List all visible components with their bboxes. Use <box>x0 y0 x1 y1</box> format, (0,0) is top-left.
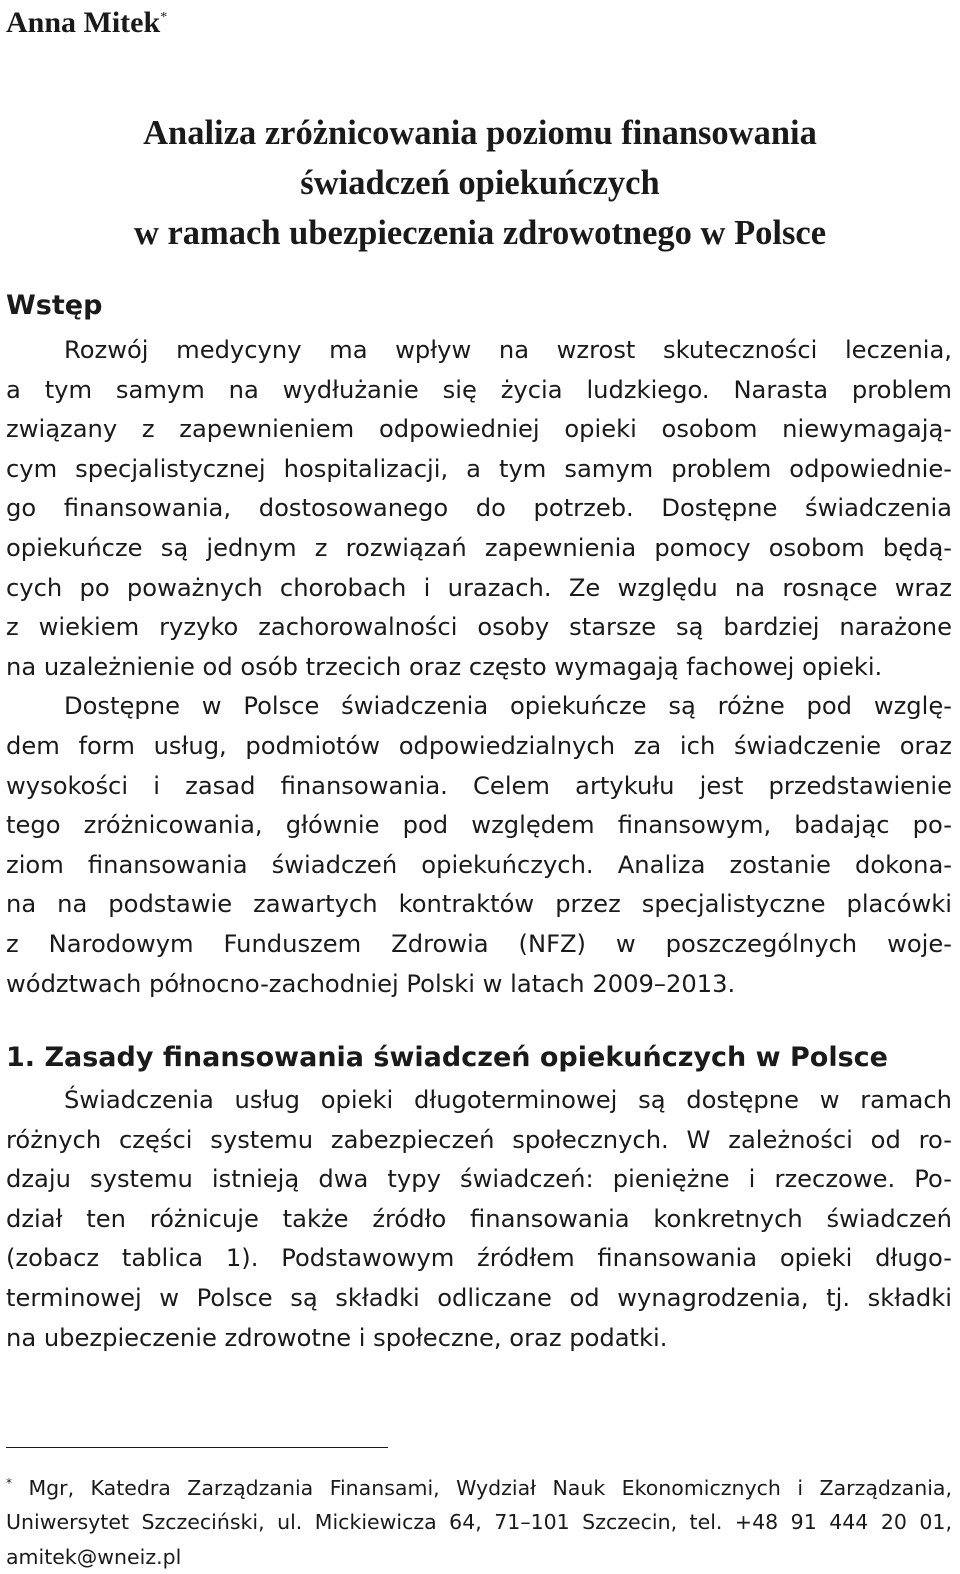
author-footnote-mark: * <box>160 10 168 25</box>
introduction-paragraph <box>6 331 952 1004</box>
text-line: dział ten różnicuje także źródło finansowania konkretnych świadczeń <box>6 1204 952 1233</box>
title-line: Analiza zróżnicowania poziomu finansowania <box>143 114 817 152</box>
text-line: z wiekiem ryzyko zachorowalności osoby starsze są bardziej narażone <box>6 613 952 642</box>
section-1-paragraph <box>6 1081 952 1358</box>
text-line: dem form usług, podmiotów odpowiedzialnych za ich świadczenie oraz <box>6 731 952 760</box>
footnote-line <box>6 1466 952 1505</box>
footnote-email[interactable]: amitek@wneiz.pl <box>6 1544 182 1569</box>
text-line: Dostępne w Polsce świadczenia opiekuńcze są różne pod wzglę- <box>64 692 952 721</box>
text-line: tego zróżnicowania, głównie pod względem finansowym, badając po- <box>6 811 952 840</box>
text-line: (zobacz tablica 1). Podstawowym źródłem finansowania opieki długo- <box>6 1244 952 1273</box>
text-line: dzaju systemu istnieją dwa typy świadczeń: pieniężne i rzeczowe. Po- <box>6 1165 952 1194</box>
introduction-heading: Wstęp <box>6 290 103 321</box>
text-line: wysokości i zasad finansowania. Celem artykułu jest przedstawienie <box>6 771 952 800</box>
text-line: na uzależnienie od osób trzecich oraz często wymagają fachowej opieki. <box>6 652 883 681</box>
author-footnote <box>6 1466 952 1574</box>
text-line: cym specjalistycznej hospitalizacji, a tym samym problem odpowiednie- <box>6 454 952 483</box>
text-line: ziom finansowania świadczeń opiekuńczych. Analiza zostanie dokona- <box>6 850 952 879</box>
text-line: różnych części systemu zabezpieczeń społecznych. W zależności od ro- <box>6 1125 952 1154</box>
text-line: opiekuńcze są jednym z rozwiązań zapewnienia pomocy osobom będą- <box>6 533 952 562</box>
text-line: Świadczenia usług opieki długoterminowej są dostępne w ramach <box>64 1086 952 1114</box>
paper-title <box>0 108 960 258</box>
author-name-text: Anna Mitek <box>6 6 161 39</box>
text-line: na ubezpieczenie zdrowotne i społeczne, oraz podatki. <box>6 1323 668 1352</box>
text-line: a tym samym na wydłużanie się życia ludzkiego. Narasta problem <box>6 375 952 404</box>
footnote-line-text: Mgr, Katedra Zarządzania Finansami, Wydział Nauk Ekonomicznych i Zarządzania, <box>28 1475 952 1500</box>
title-line: świadczeń opiekuńczych <box>300 164 660 202</box>
text-line: na na podstawie zawartych kontraktów przez specjalistyczne placówki <box>6 890 952 919</box>
author-name <box>6 0 167 41</box>
text-line: związany z zapewnieniem odpowiedniej opieki osobom niewymagają- <box>6 415 952 444</box>
text-line: cych po poważnych chorobach i urazach. Ze względu na rosnące wraz <box>6 573 952 602</box>
section-1-heading: 1. Zasady finansowania świadczeń opiekuńczych w Polsce <box>6 1042 888 1073</box>
text-line: go finansowania, dostosowanego do potrzeb. Dostępne świadczenia <box>6 494 952 523</box>
footnote-line: Uniwersytet Szczeciński, ul. Mickiewicza 64, 71–101 Szczecin, tel. +48 91 444 20 01, <box>6 1510 952 1535</box>
text-line: terminowej w Polsce są składki odliczane od wynagrodzenia, tj. składki <box>6 1283 952 1312</box>
text-line: z Narodowym Funduszem Zdrowia (NFZ) w poszczególnych woje- <box>6 929 952 958</box>
text-line: wództwach północno-zachodniej Polski w latach 2009–2013. <box>6 969 736 998</box>
title-line: w ramach ubezpieczenia zdrowotnego w Polsce <box>133 214 827 252</box>
footnote-divider <box>6 1447 388 1448</box>
footnote-mark: * <box>6 1476 12 1490</box>
text-line: Rozwój medycyny ma wpływ na wzrost skuteczności leczenia, <box>64 336 952 364</box>
